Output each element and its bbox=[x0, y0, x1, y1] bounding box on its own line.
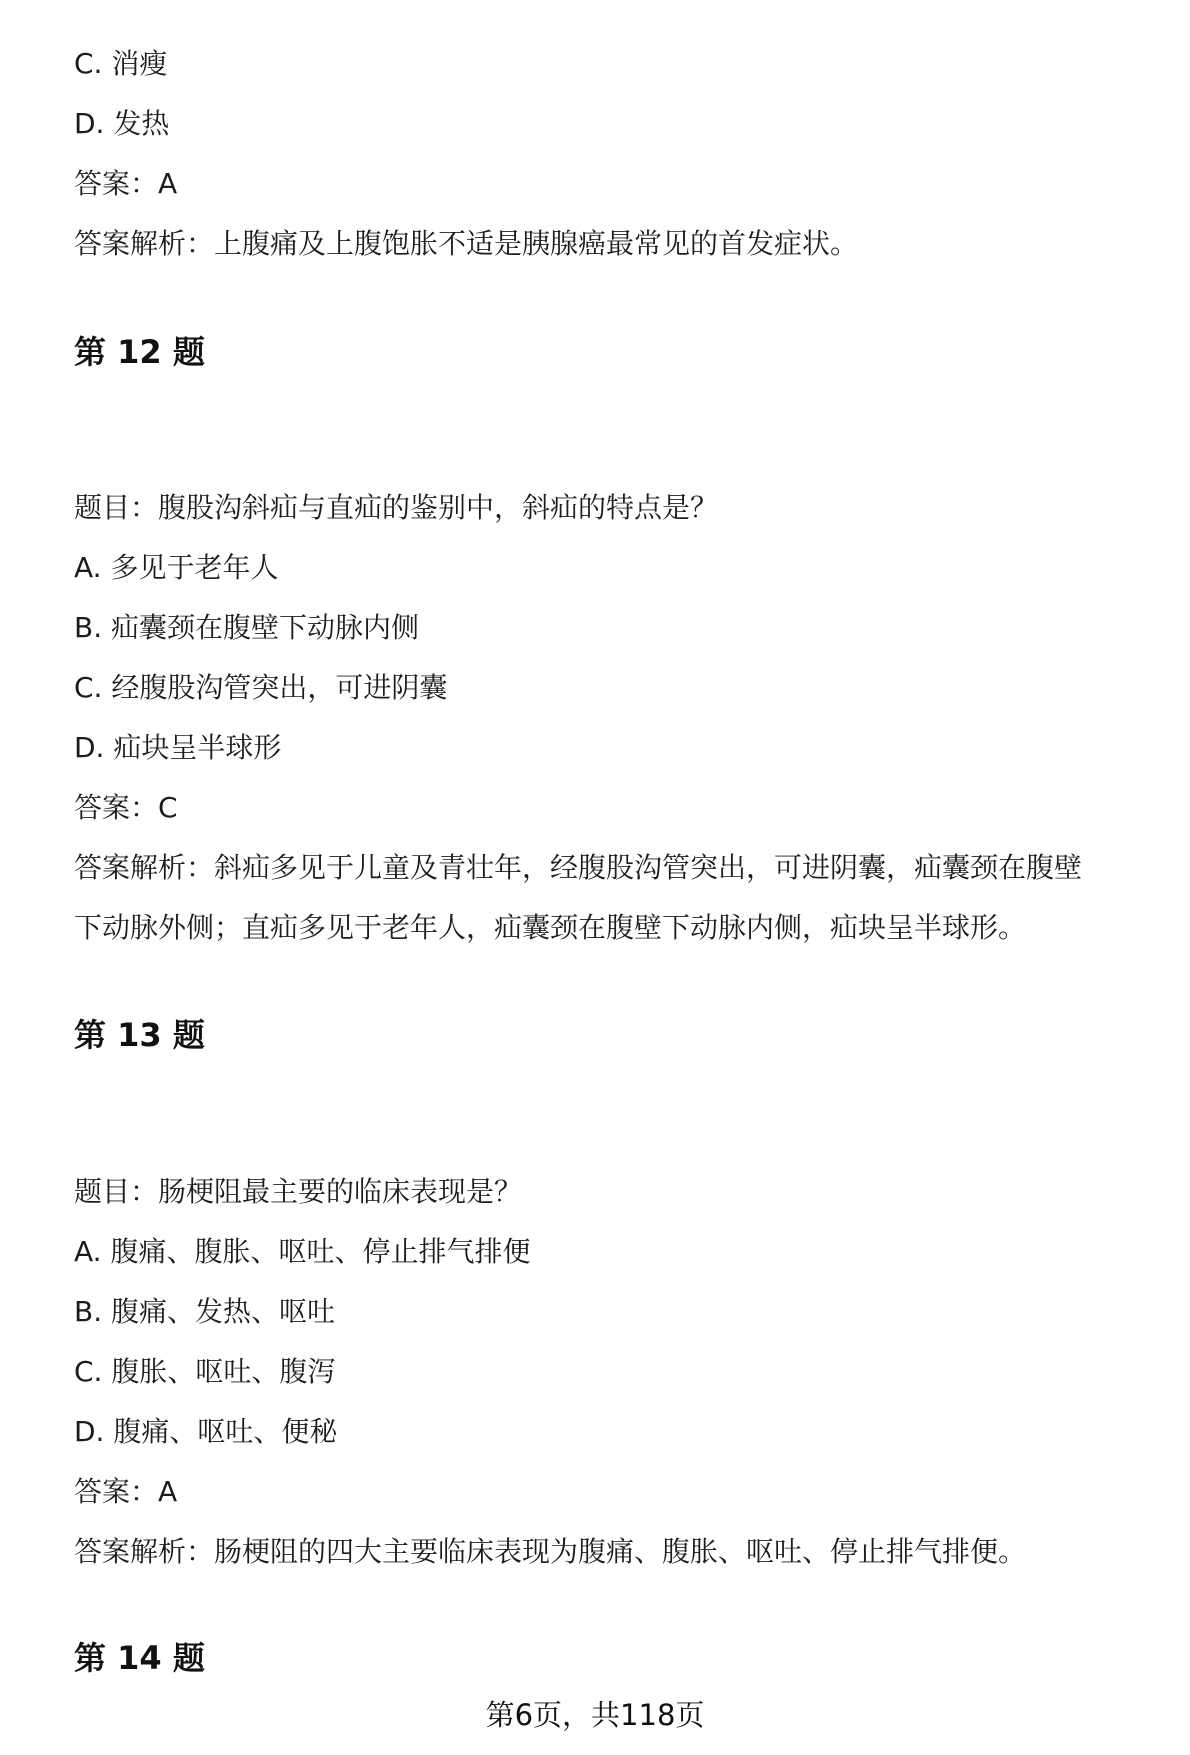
q12-explanation-line-1: 答案解析：斜疝多见于儿童及青壮年，经腹股沟管突出，可进阴囊，疝囊颈在腹壁 bbox=[74, 851, 1083, 884]
q11-explanation: 答案解析：上腹痛及上腹饱胀不适是胰腺癌最常见的首发症状。 bbox=[74, 227, 859, 260]
q12-option-a: A. 多见于老年人 bbox=[74, 551, 279, 584]
q11-answer: 答案：A bbox=[74, 167, 178, 200]
q14-heading: 第 14 题 bbox=[74, 1639, 205, 1677]
page-footer: 第6页，共118页 bbox=[485, 1698, 705, 1732]
q13-option-d: D. 腹痛、呕吐、便秘 bbox=[74, 1415, 338, 1448]
q13-option-a: A. 腹痛、腹胀、呕吐、停止排气排便 bbox=[74, 1235, 531, 1268]
q13-explanation: 答案解析：肠梗阻的四大主要临床表现为腹痛、腹胀、呕吐、停止排气排便。 bbox=[74, 1535, 1027, 1568]
q12-option-c: C. 经腹股沟管突出，可进阴囊 bbox=[74, 671, 448, 704]
q12-question: 题目：腹股沟斜疝与直疝的鉴别中，斜疝的特点是？ bbox=[74, 491, 719, 524]
q12-option-d: D. 疝块呈半球形 bbox=[74, 731, 282, 764]
q12-option-b: B. 疝囊颈在腹壁下动脉内侧 bbox=[74, 611, 420, 644]
q13-option-c: C. 腹胀、呕吐、腹泻 bbox=[74, 1355, 336, 1388]
q13-heading: 第 13 题 bbox=[74, 1016, 205, 1054]
q12-heading: 第 12 题 bbox=[74, 333, 205, 371]
q13-question: 题目：肠梗阻最主要的临床表现是？ bbox=[74, 1175, 523, 1208]
q11-option-c: C. 消瘦 bbox=[74, 47, 168, 80]
q13-option-b: B. 腹痛、发热、呕吐 bbox=[74, 1295, 336, 1328]
q11-option-d: D. 发热 bbox=[74, 107, 170, 140]
q12-explanation-line-2: 下动脉外侧；直疝多见于老年人，疝囊颈在腹壁下动脉内侧，疝块呈半球形。 bbox=[74, 911, 1027, 944]
q13-answer: 答案：A bbox=[74, 1475, 178, 1508]
q12-answer: 答案：C bbox=[74, 791, 178, 824]
